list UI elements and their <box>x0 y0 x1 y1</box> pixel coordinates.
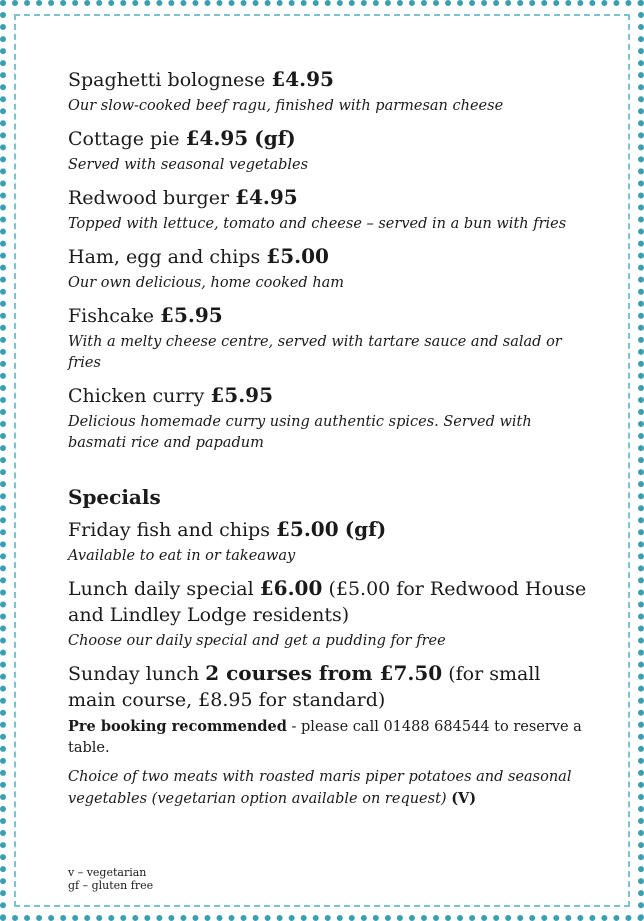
dish-price: £5.95 <box>210 383 273 407</box>
dish-name: Redwood burger <box>68 187 230 209</box>
dish-description: Our own delicious, home cooked ham <box>68 275 345 291</box>
dish-name: Friday fish and chips <box>68 519 270 541</box>
dish-description: Delicious homemade curry using authentic spices. Served with basmati rice and papadum <box>68 414 532 451</box>
dish-extra: (£5.00 for Redwood House and Lindley Lodge residents) <box>68 578 587 626</box>
menu-item <box>68 184 588 235</box>
special-item <box>68 516 588 567</box>
dish-price: £4.95 <box>185 126 249 150</box>
dish-description: Choose our daily special and get a pudding for free <box>68 633 446 649</box>
dish-description: Topped with lettuce, tomato and cheese – served in a bun with fries <box>68 216 567 232</box>
dish-description: Available to eat in or takeaway <box>68 548 296 564</box>
dish-name: Sunday lunch <box>68 663 200 685</box>
booking-note <box>68 716 588 759</box>
dish-price: £5.00 <box>266 244 329 268</box>
dish-tag: (gf) <box>254 126 296 150</box>
booking-note-bold: Pre booking recommended <box>68 718 287 735</box>
dish-description: With a melty cheese centre, served with tartare sauce and salad or fries <box>68 334 562 371</box>
dish-description: Served with seasonal vegetables <box>68 157 309 173</box>
special-item <box>68 575 588 652</box>
menu-item <box>68 302 588 374</box>
dish-name: Cottage pie <box>68 128 180 150</box>
dish-description: Our slow-cooked beef ragu, finished with parmesan cheese <box>68 98 504 114</box>
legend-gluten-free: gf – gluten free <box>68 879 154 892</box>
menu-item <box>68 243 588 294</box>
dish-price: £6.00 <box>259 576 323 600</box>
dish-extra: (for small main course, £8.95 for standard) <box>68 663 541 711</box>
dish-name: Spaghetti bolognese <box>68 69 266 91</box>
menu-item <box>68 382 588 454</box>
specials-heading: Specials <box>68 485 161 509</box>
vegetarian-tag: (V) <box>451 790 477 807</box>
dish-price: £4.95 <box>235 185 298 209</box>
dish-name: Chicken curry <box>68 385 205 407</box>
dish-name: Fishcake <box>68 305 154 327</box>
dish-price: £5.95 <box>160 303 223 327</box>
menu-content <box>68 66 588 818</box>
dish-description <box>68 767 588 810</box>
menu-item <box>68 66 588 117</box>
dish-name: Ham, egg and chips <box>68 246 261 268</box>
dish-price: 2 courses from £7.50 <box>205 661 443 685</box>
booking-note-text: - please call 01488 684544 to reserve a table. <box>68 719 582 756</box>
menu-item <box>68 125 588 176</box>
special-item <box>68 660 588 810</box>
legend <box>68 866 153 892</box>
legend-vegetarian: v – vegetarian <box>68 866 147 879</box>
dish-price: £5.00 <box>276 517 339 541</box>
dish-name: Lunch daily special <box>68 578 254 600</box>
dish-price: £4.95 <box>271 67 334 91</box>
dish-tag: (gf) <box>344 517 387 541</box>
sunday-description: Choice of two meats with roasted maris piper potatoes and seasonal vegetables (vegetarian option available on request) <box>68 769 572 807</box>
